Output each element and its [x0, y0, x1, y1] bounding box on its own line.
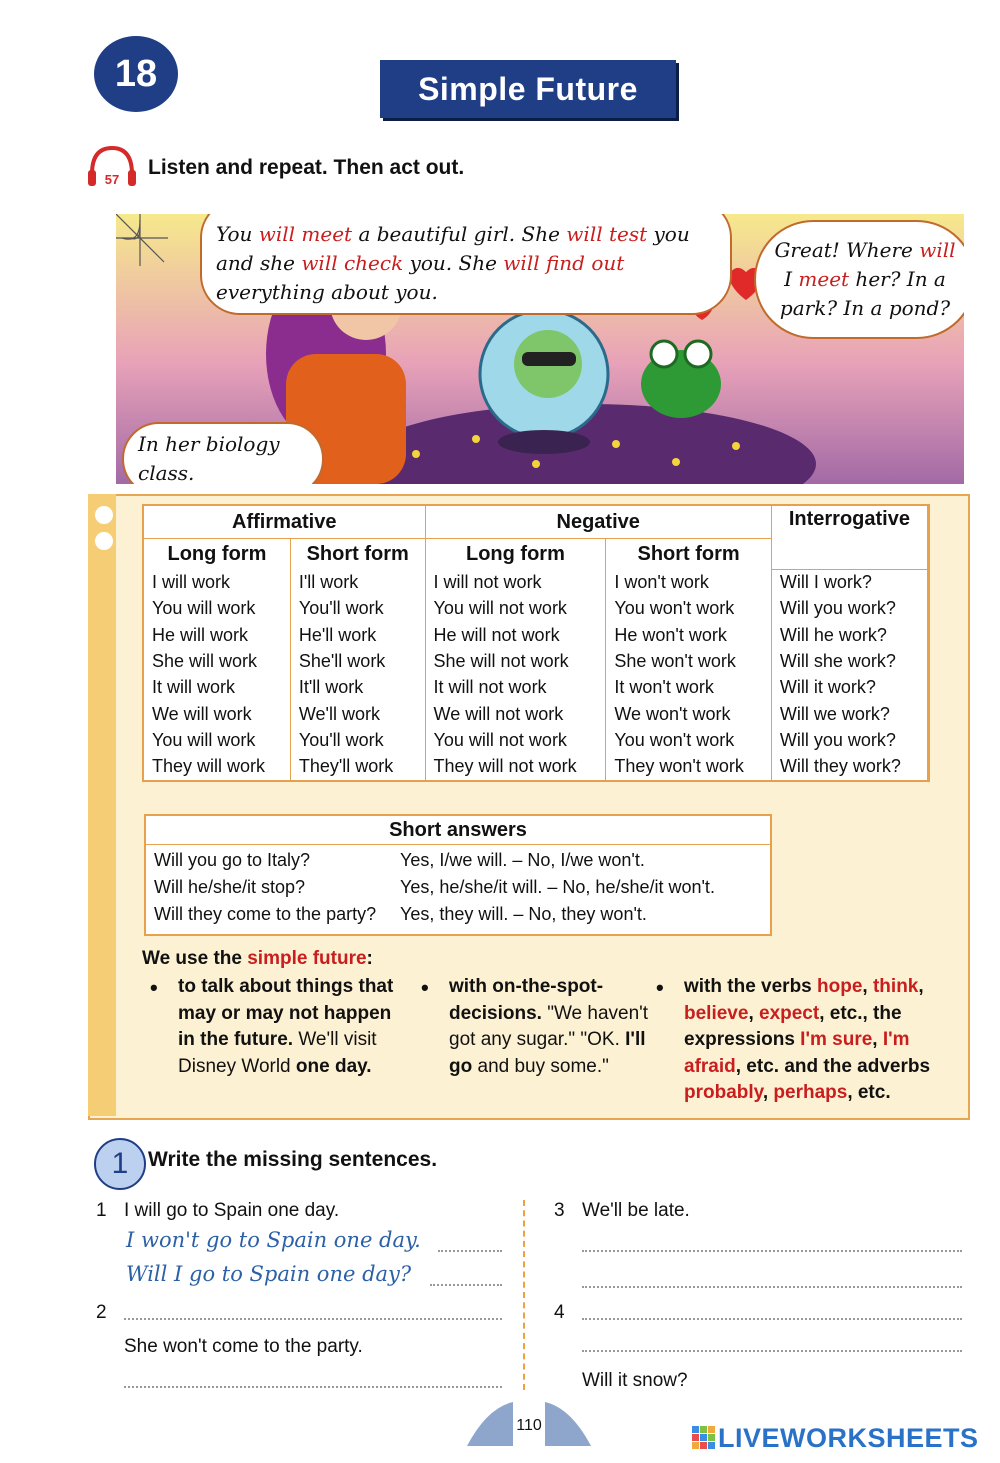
liveworksheets-logo-icon [692, 1426, 716, 1450]
table-row [144, 648, 928, 674]
short-answer-question: Will he/she/it stop? [154, 877, 306, 897]
table-cell: They will work [144, 754, 290, 780]
answer-line[interactable] [430, 1284, 502, 1286]
answer-line[interactable] [582, 1250, 962, 1252]
table-cell: Will he work? [771, 622, 927, 648]
table-cell: He will work [144, 622, 290, 648]
table-cell: Will you work? [771, 727, 927, 753]
table-cell: She will not work [425, 648, 606, 674]
usage-point-decisions: with on-the-spot-decisions. "We haven't got any sugar." "OK. I'll go and buy some." [449, 976, 649, 1077]
subheader-long-form: Long form [425, 539, 606, 570]
track-number: 57 [104, 172, 120, 187]
table-cell: I will work [144, 569, 290, 596]
headphones-icon [86, 144, 138, 188]
table-cell: We will not work [425, 701, 606, 727]
page-number-tab [467, 1402, 591, 1446]
bullet-icon: • [656, 975, 664, 1000]
conjugation-table [144, 506, 928, 780]
table-cell: You will work [144, 727, 290, 753]
table-cell: She'll work [290, 648, 425, 674]
table-cell: It won't work [606, 675, 772, 701]
short-answer-question: Will you go to Italy? [154, 850, 311, 870]
table-cell: Will I work? [771, 569, 927, 596]
subheader-long-form: Long form [144, 539, 290, 570]
item-prompt: She won't come to the party. [124, 1336, 363, 1357]
table-cell: You will work [144, 596, 290, 622]
table-cell: You won't work [606, 596, 772, 622]
item-prompt: I will go to Spain one day. [124, 1200, 340, 1221]
header-negative: Negative [425, 506, 771, 539]
item-number: 1 [96, 1200, 107, 1221]
answer-negative[interactable]: I won't go to Spain one day. [126, 1228, 421, 1252]
table-cell: Will she work? [771, 648, 927, 674]
speech-bubble-frog: Great! Where will I meet her? In a park? In a pond? [754, 220, 964, 339]
table-row [144, 701, 928, 727]
usage-intro: We use the simple future: [142, 948, 373, 969]
answer-line[interactable] [438, 1250, 502, 1252]
table-cell: It'll work [290, 675, 425, 701]
table-cell: She won't work [606, 648, 772, 674]
table-cell: I will not work [425, 569, 606, 596]
header-affirmative: Affirmative [144, 506, 425, 539]
table-cell: You'll work [290, 596, 425, 622]
page-number: 110 [516, 1417, 542, 1434]
speech-bubble-answer: In her biology class. [122, 422, 324, 484]
table-row [144, 754, 928, 780]
table-cell: They won't work [606, 754, 772, 780]
table-row [144, 622, 928, 648]
speech-bubble-fortune-teller: You will meet a beautiful girl. She will test you and she will check you. She will find out everything about you. [200, 214, 732, 315]
header-interrogative: Interrogative [771, 506, 927, 569]
item-prompt: Will it snow? [582, 1370, 688, 1391]
table-cell: We will work [144, 701, 290, 727]
comic-illustration [116, 214, 964, 484]
short-answers-title: Short answers [146, 816, 770, 845]
table-cell: You'll work [290, 727, 425, 753]
table-cell: We won't work [606, 701, 772, 727]
table-cell: Will you work? [771, 596, 927, 622]
subheader-short-form: Short form [290, 539, 425, 570]
table-cell: You will not work [425, 596, 606, 622]
table-cell: It will work [144, 675, 290, 701]
short-answers-box [144, 814, 772, 936]
answer-question[interactable]: Will I go to Spain one day? [126, 1262, 412, 1286]
item-number: 3 [554, 1200, 565, 1221]
short-answer-question: Will they come to the party? [154, 904, 377, 924]
binder-hole [95, 506, 113, 524]
bullet-icon: • [150, 975, 158, 1000]
table-cell: Will we work? [771, 701, 927, 727]
answer-line[interactable] [582, 1318, 962, 1320]
answer-line[interactable] [124, 1318, 502, 1320]
answer-line[interactable] [582, 1350, 962, 1352]
table-cell: We'll work [290, 701, 425, 727]
table-row [144, 675, 928, 701]
table-cell: You will not work [425, 727, 606, 753]
table-cell: They'll work [290, 754, 425, 780]
item-number: 4 [554, 1302, 565, 1323]
table-cell: Will it work? [771, 675, 927, 701]
table-cell: You won't work [606, 727, 772, 753]
answer-line[interactable] [124, 1386, 502, 1388]
table-cell: She will work [144, 648, 290, 674]
table-cell: They will not work [425, 754, 606, 780]
liveworksheets-brand[interactable]: LIVEWORKSHEETS [718, 1423, 979, 1453]
binder-hole [95, 532, 113, 550]
table-cell: He won't work [606, 622, 772, 648]
conjugation-rows [144, 569, 928, 780]
listen-instruction: Listen and repeat. Then act out. [148, 156, 465, 179]
page-title: Simple Future [380, 60, 676, 118]
item-prompt: We'll be late. [582, 1200, 690, 1221]
answer-line[interactable] [582, 1286, 962, 1288]
panel-binder-strip [88, 494, 116, 1116]
table-cell: Will they work? [771, 754, 927, 780]
table-row [144, 727, 928, 753]
table-cell: He will not work [425, 622, 606, 648]
exercise-title: Write the missing sentences. [148, 1148, 438, 1171]
table-row [144, 569, 928, 596]
short-answer-reply: Yes, they will. – No, they won't. [400, 904, 647, 924]
bullet-icon: • [421, 975, 429, 1000]
usage-point-verbs: with the verbs hope, think, believe, expect, etc., the expressions I'm sure, I'm afraid, etc. and the adverbs probably, perhaps, etc. [684, 976, 931, 1103]
item-number: 2 [96, 1302, 107, 1323]
column-divider [523, 1200, 525, 1390]
usage-point-future: to talk about things that may or may not happen in the future. We'll visit Disney World one day. [178, 976, 394, 1077]
unit-number-badge: 18 [94, 36, 178, 112]
table-cell: I'll work [290, 569, 425, 596]
table-cell: It will not work [425, 675, 606, 701]
table-cell: He'll work [290, 622, 425, 648]
short-answer-reply: Yes, he/she/it will. – No, he/she/it won't. [400, 877, 715, 897]
subheader-short-form: Short form [606, 539, 772, 570]
short-answer-reply: Yes, I/we will. – No, I/we won't. [400, 850, 645, 870]
exercise-number-badge: 1 [94, 1138, 146, 1190]
table-row [144, 596, 928, 622]
table-cell: I won't work [606, 569, 772, 596]
